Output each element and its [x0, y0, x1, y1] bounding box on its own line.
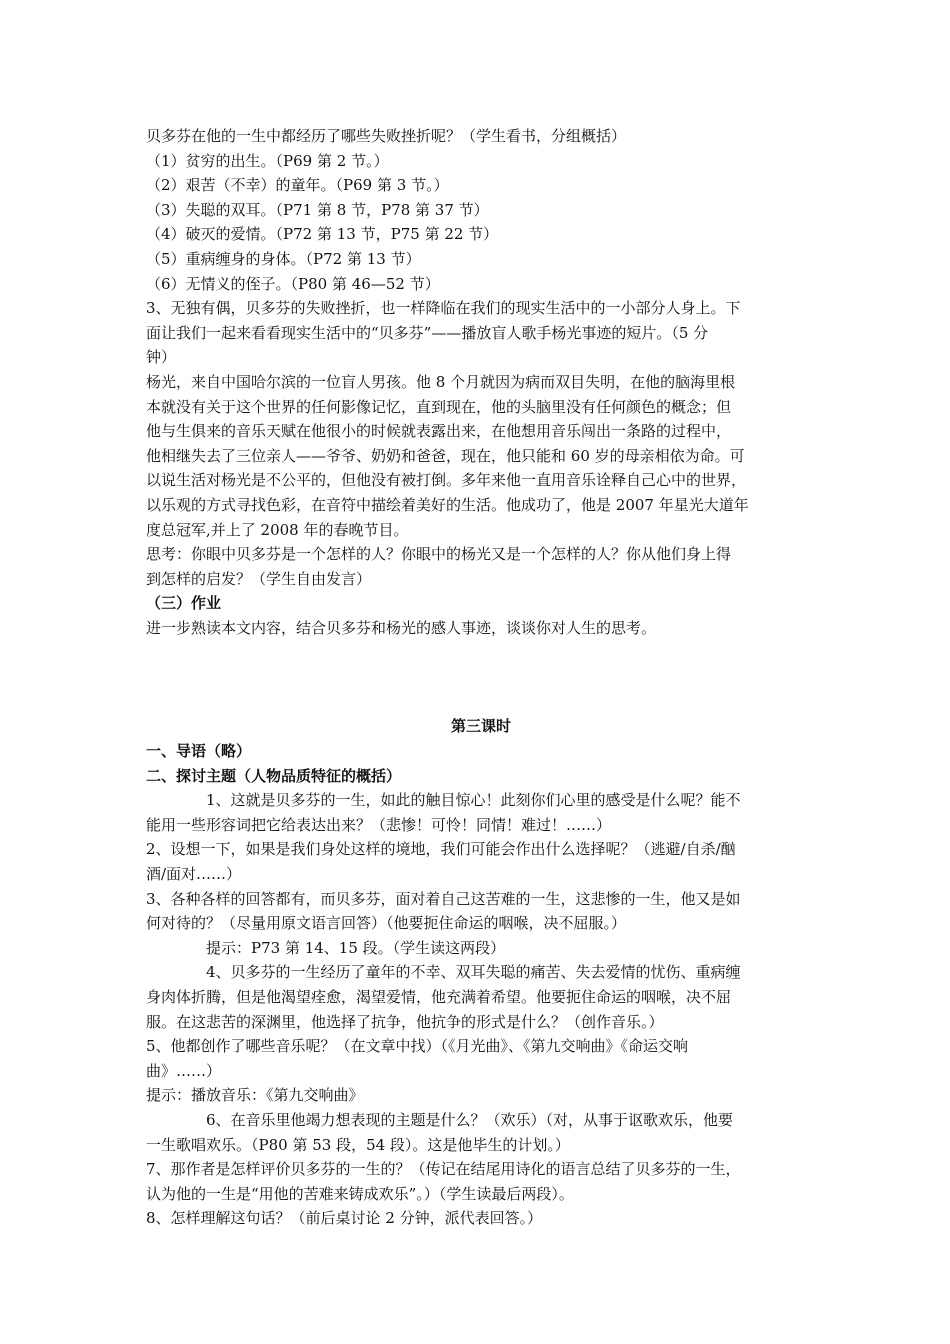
paragraph-line: 提示：播放音乐：《第九交响曲》 — [146, 1086, 364, 1105]
homework-heading: （三）作业 — [146, 594, 222, 613]
paragraph-line: 提示：P73 第 14、15 段。（学生读这两段） — [206, 938, 506, 957]
paragraph-line: 何对待的？（尽量用原文语言回答）（他要扼住命运的咽喉，决不屈服。） — [146, 914, 627, 933]
paragraph-line: 思考：你眼中贝多芬是一个怎样的人？你眼中的杨光又是一个怎样的人？你从他们身上得 — [146, 545, 732, 564]
list-item: （5）重病缠身的身体。（P72 第 13 节） — [146, 249, 421, 268]
document-page — [146, 124, 816, 1231]
paragraph-line: 钟） — [146, 348, 177, 367]
lesson-title: 第三课时 — [450, 717, 511, 736]
paragraph-line: 酒/面对……） — [146, 865, 242, 884]
paragraph-line: 以说生活对杨光是不公平的，但他没有被打倒。多年来他一直用音乐诠释自己心中的世界， — [146, 471, 747, 490]
paragraph-line: 1、这就是贝多芬的一生，如此的触目惊心！此刻你们心里的感受是什么呢？能不 — [206, 791, 741, 810]
list-item: （3）失聪的双耳。（P71 第 8 节，P78 第 37 节） — [146, 200, 489, 219]
paragraph-line: 杨光，来自中国哈尔滨的一位盲人男孩。他 8 个月就因为病而双目失明，在他的脑海里根 — [146, 372, 736, 391]
paragraph-line: 他相继失去了三位亲人——爷爷、奶奶和爸爸，现在，他只能和 60 岁的母亲相依为命。可 — [146, 446, 745, 465]
paragraph-line: 7、那作者是怎样评价贝多芬的一生的？（传记在结尾用诗化的语言总结了贝多芬的一生， — [146, 1160, 741, 1179]
paragraph-line: 4、贝多芬的一生经历了童年的不幸、双耳失聪的痛苦、失去爱情的忧伤、重病缠 — [206, 963, 741, 982]
paragraph-line: 3、各种各样的回答都有，而贝多芬，面对着自己这苦难的一生，这悲惨的一生，他又是如 — [146, 889, 741, 908]
paragraph-line: 能用一些形容词把它给表达出来？（悲惨！可怜！同情！难过！……） — [146, 815, 612, 834]
list-item: （6）无情义的侄子。（P80 第 46—52 节） — [146, 274, 440, 293]
list-item: （4）破灭的爱情。（P72 第 13 节，P75 第 22 节） — [146, 225, 499, 244]
paragraph-line: 6、在音乐里他竭力想表现的主题是什么？（欢乐）（对，从事于讴歌欢乐，他要 — [206, 1110, 734, 1129]
spacer — [146, 690, 816, 714]
paragraph-line: 他与生俱来的音乐天赋在他很小的时候就表露出来，在他想用音乐闯出一条路的过程中， — [146, 422, 732, 441]
list-item: （1）贫穷的出生。（P69 第 2 节。） — [146, 151, 389, 170]
paragraph-line: 面让我们一起来看看现实生活中的“贝多芬”——播放盲人歌手杨光事迹的短片。（5 分 — [146, 323, 709, 342]
homework-text: 进一步熟读本文内容，结合贝多芬和杨光的感人事迹，谈谈你对人生的思考。 — [146, 618, 657, 637]
paragraph-line: 身肉体折腾，但是他渴望痊愈，渴望爱情，他充满着希望。他要扼住命运的咽喉，决不屈 — [146, 988, 732, 1006]
paragraph-line: 一生歌唱欢乐。（P80 第 53 段，54 段）。这是他毕生的计划。） — [146, 1135, 570, 1154]
paragraph-line: 2、设想一下，如果是我们身处这样的境地，我们可能会作出什么选择呢？（逃避/自杀/酗 — [146, 840, 736, 859]
paragraph-line: 3、无独有偶，贝多芬的失败挫折，也一样降临在我们的现实生活中的一小部分人身上。下 — [146, 299, 741, 318]
paragraph-line: 认为他的一生是“用他的苦难来铸成欢乐”。）（学生读最后两段）。 — [146, 1184, 574, 1203]
list-item: （2）艰苦（不幸）的童年。（P69 第 3 节。） — [146, 176, 449, 195]
section-heading: 二、探讨主题（人物品质特征的概括） — [146, 766, 402, 785]
paragraph-line: 8、怎样理解这句话？（前后桌讨论 2 分钟，派代表回答。） — [146, 1209, 543, 1228]
section-heading: 一、导语（略） — [146, 742, 252, 761]
paragraph-line: 5、他都创作了哪些音乐呢？（在文章中找）（《月光曲》、《第九交响曲》《命运交响 — [146, 1037, 689, 1056]
paragraph-line: 服。在这悲苦的深渊里，他选择了抗争，他抗争的形式是什么？（创作音乐。） — [146, 1012, 664, 1031]
lesson-body — [146, 788, 816, 1231]
paragraph-line: 以乐观的方式寻找色彩，在音符中描绘着美好的生活。他成功了，他是 2007 年星光大道年 — [146, 495, 749, 514]
paragraph-line: 本就没有关于这个世界的任何影像记忆，直到现在，他的头脑里没有任何颜色的概念；但 — [146, 397, 732, 416]
paragraph-line: 度总冠军,并上了 2008 年的春晚节目。 — [146, 520, 409, 539]
paragraph-line: 曲》……） — [146, 1061, 222, 1080]
question-intro: 贝多芬在他的一生中都经历了哪些失败挫折呢？（学生看书，分组概括） — [146, 127, 627, 145]
paragraph-line: 到怎样的启发？（学生自由发言） — [146, 569, 372, 588]
spacer — [146, 640, 816, 690]
